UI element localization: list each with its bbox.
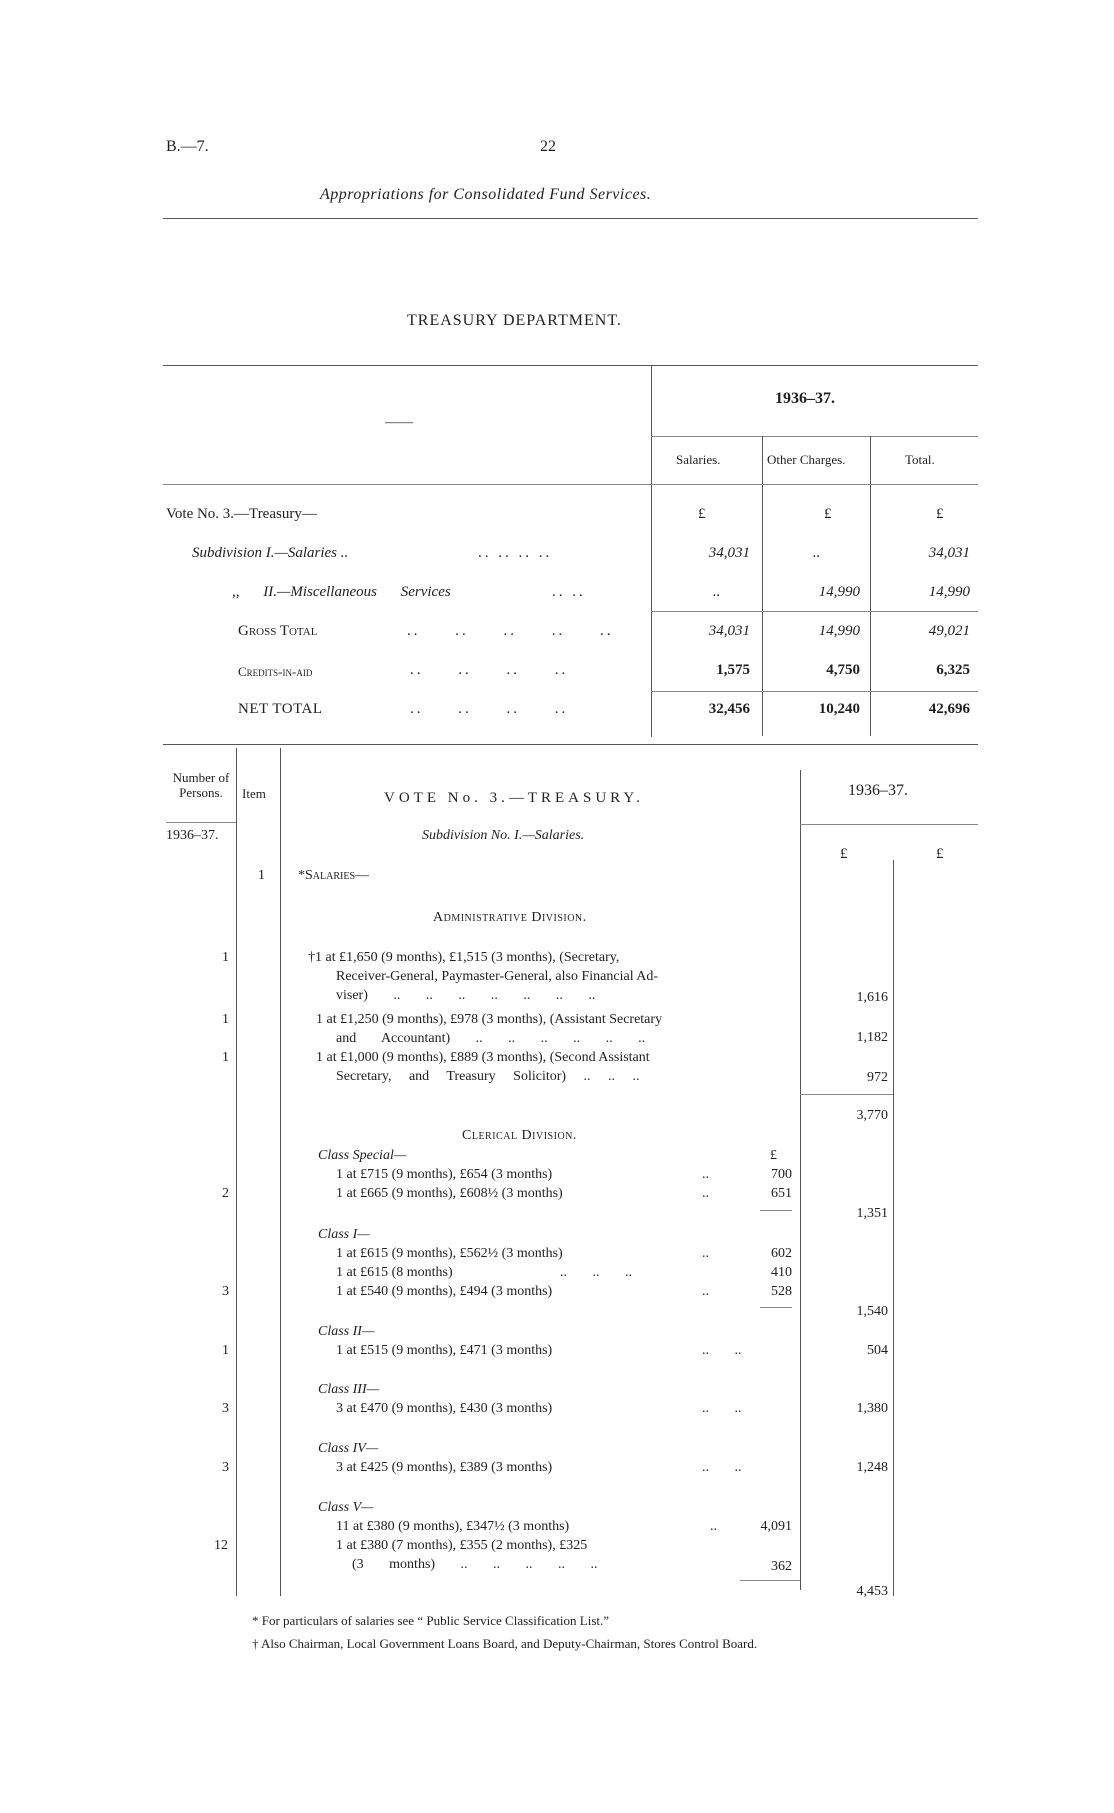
persons-count: 3 bbox=[222, 1460, 229, 1475]
clerical-line: 11 at £380 (9 months), £347½ (3 months) bbox=[336, 1519, 570, 1534]
persons-count: 1 bbox=[222, 1050, 229, 1065]
summary-row-label: Credits-in-aid bbox=[238, 664, 313, 679]
amount-rule-2 bbox=[893, 860, 894, 1596]
summary-salaries: 34,031 bbox=[708, 545, 750, 561]
class-total: 1,248 bbox=[856, 1460, 888, 1475]
summary-year: 1936–37. bbox=[775, 390, 835, 407]
footnote-dagger: † Also Chairman, Local Government Loans Board, and Deputy-Chairman, Stores Control Board. bbox=[252, 1636, 758, 1651]
admin-total: 3,770 bbox=[856, 1108, 888, 1123]
summary-left-rule bbox=[651, 365, 652, 737]
summary-salaries: 1,575 bbox=[716, 662, 750, 678]
admin-line: 1 at £1,250 (9 months), £978 (3 months), (Assistant Secretary bbox=[316, 1012, 663, 1027]
pound-total: £ bbox=[936, 506, 944, 522]
class-label: Class Special— bbox=[318, 1148, 407, 1163]
clerical-line: 1 at £615 (8 months) bbox=[336, 1265, 453, 1280]
col-salaries-header: Salaries. bbox=[676, 452, 721, 467]
leader-dots: .. .. .. .. bbox=[478, 545, 553, 561]
summary-blank-dash: —— bbox=[385, 415, 413, 430]
leader-dots: .. bbox=[702, 1186, 709, 1201]
pound-salaries: £ bbox=[698, 506, 706, 522]
year-left-rule bbox=[166, 822, 236, 823]
summary-other: .. bbox=[812, 545, 820, 561]
pound-col-1: £ bbox=[840, 846, 848, 862]
clerical-line: 1 at £515 (9 months), £471 (3 months) bbox=[336, 1343, 553, 1358]
col-other-header: Other Charges. bbox=[767, 452, 846, 467]
pound-other: £ bbox=[824, 506, 832, 522]
summary-other: 10,240 bbox=[818, 701, 860, 717]
sub-amount: 528 bbox=[771, 1284, 792, 1299]
admin-line: †1 at £1,650 (9 months), £1,515 (3 months), (Secretary, bbox=[308, 950, 620, 965]
summary-row-label: ,, II.—Miscellaneous Services bbox=[232, 584, 451, 600]
summary-bottom-rule bbox=[163, 744, 978, 745]
vote-title: VOTE No. 3.—TREASURY. bbox=[384, 790, 644, 806]
class-total: 1,540 bbox=[856, 1304, 888, 1319]
persons-count: 1 bbox=[222, 950, 229, 965]
subtotal-rule bbox=[760, 1210, 792, 1211]
department-title: TREASURY DEPARTMENT. bbox=[407, 312, 622, 329]
amount-rule-1 bbox=[800, 770, 801, 1590]
summary-total: 34,031 bbox=[928, 545, 970, 561]
col-total-header: Total. bbox=[905, 452, 935, 467]
summary-salaries: 34,031 bbox=[708, 623, 750, 639]
item-rule bbox=[280, 748, 281, 1596]
summary-salaries: .. bbox=[712, 584, 720, 600]
col-persons-header: Number of Persons. bbox=[172, 770, 230, 800]
sub-amount: 410 bbox=[771, 1265, 792, 1280]
leader-dots: .. .. bbox=[702, 1460, 742, 1475]
leader-dots: .. bbox=[702, 1246, 709, 1261]
admin-line: viser) .. .. .. .. .. .. .. bbox=[336, 988, 596, 1003]
summary-other: 4,750 bbox=[826, 662, 860, 678]
vote-label: Vote No. 3.—Treasury— bbox=[166, 506, 317, 522]
class-label: Class III— bbox=[318, 1382, 380, 1397]
summary-other: 14,990 bbox=[818, 623, 860, 639]
clerical-line: 3 at £425 (9 months), £389 (3 months) bbox=[336, 1460, 553, 1475]
summary-row-label: NET TOTAL bbox=[238, 701, 323, 717]
leader-dots: .. .. bbox=[702, 1343, 742, 1358]
sub-pound: £ bbox=[770, 1148, 777, 1163]
persons-count: 1 bbox=[222, 1343, 229, 1358]
clerical-line: 1 at £380 (7 months), £355 (2 months), £325 bbox=[336, 1538, 588, 1553]
class-label: Class V— bbox=[318, 1500, 374, 1515]
class-total: 1,351 bbox=[856, 1206, 888, 1221]
sub-amount: 602 bbox=[771, 1246, 792, 1261]
summary-net-rule bbox=[651, 691, 978, 692]
page-ref: B.—7. bbox=[166, 138, 209, 155]
clerical-line: 1 at £615 (9 months), £562½ (3 months) bbox=[336, 1246, 563, 1261]
col-item-header: Item bbox=[242, 786, 266, 801]
admin-division-heading: Administrative Division. bbox=[433, 910, 587, 925]
admin-line: and Accountant) .. .. .. .. .. .. bbox=[336, 1031, 646, 1046]
clerical-line: 1 at £665 (9 months), £608½ (3 months) bbox=[336, 1186, 563, 1201]
salaries-label: *Salaries— bbox=[298, 868, 370, 883]
leader-dots: .. .. .. .. bbox=[410, 701, 569, 717]
admin-line: Receiver-General, Paymaster-General, also Financial Ad- bbox=[336, 969, 659, 984]
summary-year-rule bbox=[651, 436, 978, 437]
summary-row-label: Subdivision I.—Salaries .. bbox=[192, 545, 349, 561]
clerical-line: 1 at £715 (9 months), £654 (3 months) bbox=[336, 1167, 553, 1182]
leader-dots: .. bbox=[702, 1167, 709, 1182]
class-total: 504 bbox=[867, 1343, 888, 1358]
sub-amount: 700 bbox=[771, 1167, 792, 1182]
summary-gross-rule bbox=[651, 611, 978, 612]
leader-dots: .. .. bbox=[552, 584, 586, 600]
vote-year-right: 1936–37. bbox=[848, 782, 908, 799]
class-label: Class II— bbox=[318, 1324, 375, 1339]
summary-top-rule bbox=[163, 365, 978, 366]
subtotal-rule bbox=[760, 1307, 792, 1308]
summary-row-label: Gross Total bbox=[238, 623, 318, 639]
clerical-division-heading: Clerical Division. bbox=[462, 1128, 577, 1143]
class-label: Class I— bbox=[318, 1227, 370, 1242]
summary-header-rule bbox=[163, 484, 978, 485]
leader-dots: .. .. .. bbox=[560, 1265, 632, 1280]
sub-amount: 651 bbox=[771, 1186, 792, 1201]
leader-dots: .. .. .. .. bbox=[410, 662, 569, 678]
page-number: 22 bbox=[540, 138, 556, 155]
persons-count: 1 bbox=[222, 1012, 229, 1027]
class-total: 4,453 bbox=[856, 1584, 888, 1599]
clerical-line: 3 at £470 (9 months), £430 (3 months) bbox=[336, 1401, 553, 1416]
summary-total: 6,325 bbox=[936, 662, 970, 678]
clerical-line: 1 at £540 (9 months), £494 (3 months) bbox=[336, 1284, 553, 1299]
admin-line: 1 at £1,000 (9 months), £889 (3 months), (Second Assistant bbox=[316, 1050, 650, 1065]
clerical-line: (3 months) .. .. .. .. .. bbox=[352, 1557, 598, 1572]
sub-amount: 362 bbox=[771, 1559, 792, 1574]
persons-count: 3 bbox=[222, 1284, 229, 1299]
class-label: Class IV— bbox=[318, 1441, 379, 1456]
leader-dots: .. .. bbox=[702, 1401, 742, 1416]
item-number: 1 bbox=[258, 868, 265, 883]
admin-amount: 972 bbox=[867, 1070, 888, 1085]
summary-salaries: 32,456 bbox=[708, 701, 750, 717]
leader-dots: .. .. .. .. .. bbox=[407, 623, 614, 639]
summary-total: 49,021 bbox=[928, 623, 970, 639]
admin-line: Secretary, and Treasury Solicitor) .. .. .. bbox=[336, 1069, 640, 1084]
running-title: Appropriations for Consolidated Fund Services. bbox=[320, 186, 652, 203]
persons-count: 3 bbox=[222, 1401, 229, 1416]
sub-amount: 4,091 bbox=[760, 1519, 792, 1534]
header-rule bbox=[163, 218, 978, 219]
leader-dots: .. bbox=[710, 1519, 717, 1534]
subdivision-title: Subdivision No. I.—Salaries. bbox=[422, 828, 585, 843]
subtotal-rule bbox=[740, 1580, 800, 1581]
persons-count: 2 bbox=[222, 1186, 229, 1201]
summary-total: 14,990 bbox=[928, 584, 970, 600]
leader-dots: .. bbox=[702, 1284, 709, 1299]
admin-subtotal-rule bbox=[800, 1094, 893, 1095]
footnote-star: * For particulars of salaries see “ Public Service Classification List.” bbox=[252, 1613, 610, 1628]
persons-count: 12 bbox=[214, 1538, 228, 1553]
class-total: 1,380 bbox=[856, 1401, 888, 1416]
admin-amount: 1,616 bbox=[856, 990, 888, 1005]
summary-total: 42,696 bbox=[928, 701, 970, 717]
year-right-rule bbox=[800, 824, 978, 825]
pound-col-2: £ bbox=[936, 846, 944, 862]
summary-other: 14,990 bbox=[818, 584, 860, 600]
vote-year-left: 1936–37. bbox=[166, 828, 219, 843]
persons-rule bbox=[236, 748, 237, 1596]
admin-amount: 1,182 bbox=[856, 1030, 888, 1045]
